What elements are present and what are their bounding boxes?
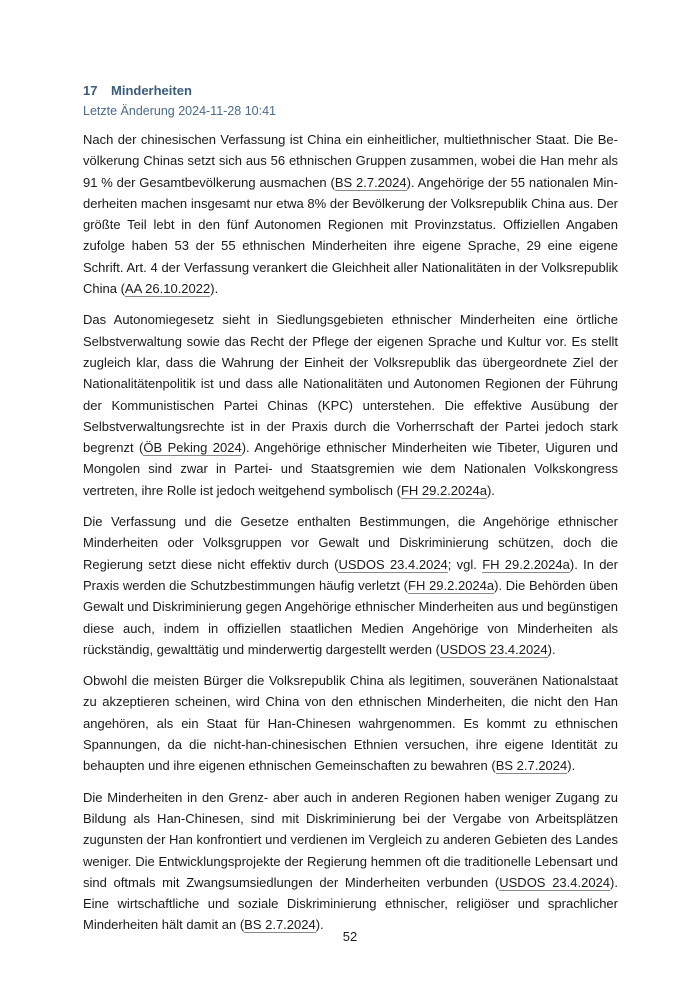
paragraph-text: ). (567, 758, 576, 774)
citation-link[interactable]: AA 26.10.2022 (124, 281, 211, 297)
citation-link[interactable]: USDOS 23.4.2024 (439, 641, 548, 657)
paragraph-text: ). Eine wirtschaftliche und soziale Diskriminierung ethnischer, religiöser und sprachlicher Minderheiten hält damit an ( (83, 874, 618, 933)
citation-link[interactable]: FH 29.2.2024a (408, 577, 495, 593)
paragraph-text: ). Angehörige der 55 nationalen Minderheiten machen insgesamt nur etwa 8% der Bevölkerung der Volksrepublik China aus. Der größte Teil lebt in den fünf Autonomen Regionen mit Provinzstatus. Offiziellen Angaben zufolge haben 53 der 55 ethnischen Minderheiten ihre eigene Sprache, 29 eine eigene Schrift. Art. 4 der Verfassung verankert die Gleichheit aller Nationalitäten in der Volksrepublik China ( (83, 174, 619, 297)
page-number: 52 (342, 929, 358, 944)
citation-link[interactable]: USDOS 23.4.2024 (499, 874, 611, 890)
paragraph-text: ). (210, 281, 219, 297)
citation-link[interactable]: FH 29.2.2024a (400, 482, 487, 498)
paragraph (83, 511, 618, 660)
citation-link[interactable]: BS 2.7.2024 (244, 917, 316, 933)
paragraph (83, 787, 618, 936)
citation-link[interactable]: USDOS 23.4.2024 (338, 556, 448, 572)
paragraph (83, 129, 618, 299)
paragraph-text: ). (547, 641, 556, 657)
paragraph-text: ). Angehörige ethnischer Minderheiten wie Tibeter, Uiguren und Mongolen sind zwar in Partei- und Staatsgremien wie dem Nationalen Volkskongress vertreten, ihre Rolle ist jedoch weitgehend symbolisch ( (83, 440, 618, 498)
paragraph-text: ). Die Behörden üben Gewalt und Diskriminierung gegen Angehörige ethnischer Minderheiten aus und begünstigen diese auch, indem in offiziellen staatlichen Medien Angehörige von Minderheiten als rückständig, gewalttätig und minderwertig dargestellt werden ( (83, 577, 618, 657)
paragraph-text: Das Autonomiegesetz sieht in Siedlungsgebieten ethnischer Minderheiten eine örtliche Selbstverwaltung sowie das Recht der Pflege der eigenen Sprache und Kultur vor. Es stellt zugleich klar, dass die Wahrung der Einheit der Volksrepublik das übergeordnete Ziel der Nationalitätenpolitik ist und dass alle Nationalitäten und Autonomen Regionen der Führung der Kommunistischen Partei Chinas (KPC) unterstehen. Die effektive Ausübung der Selbstverwaltungsrechte ist in der Praxis durch die Vorherrschaft der Partei jedoch stark begrenzt ( (83, 312, 618, 456)
section-body (83, 129, 618, 936)
paragraph-text: Die Minderheiten in den Grenz- aber auch in anderen Regionen haben weniger Zugang zu Bildung als Han-Chinesen, sind mit Diskriminierung bei der Vergabe von Arbeitsplätzen zugunsten der Han konfrontiert und verdienen im Vergleich zu anderen Gebieten des Landes weniger. Die Entwicklungsprojekte der Regierung hemmen oft die traditionelle Lebensart und sind oftmals mit Zwangsumsiedlungen der Minderheiten verbunden ( (83, 789, 618, 890)
section-number: 17 (83, 83, 98, 98)
citation-link[interactable]: ÖB Peking 2024 (143, 440, 242, 456)
section-title: Minderheiten (111, 83, 192, 98)
citation-link[interactable]: BS 2.7.2024 (495, 758, 568, 774)
document-page (83, 82, 618, 946)
paragraph (83, 670, 618, 776)
citation-link[interactable]: BS 2.7.2024 (334, 174, 407, 190)
paragraph-text: Nach der chinesischen Verfassung ist China ein einheitlicher, multiethnischer Staat. Die Bevölkerung Chinas setzt sich aus 56 ethnischen Gruppen zusammen, wobei die Han mehr als 91 % der Gesamtbevölkerung ausmachen ( (83, 132, 618, 190)
paragraph-text: ). (486, 482, 495, 498)
paragraph-text: Die Verfassung und die Gesetze enthalten Bestimmungen, die Angehörige ethnischer Minderheiten oder Volksgruppen vor Gewalt und Diskriminierung schützen, doch die Regierung setzt diese nicht effektiv durch ( (83, 514, 618, 572)
paragraph (83, 309, 618, 501)
paragraph-text: ). (315, 917, 324, 933)
section-heading (83, 82, 618, 100)
paragraph-text: Obwohl die meisten Bürger die Volksrepublik China als legitimen, souveränen Nationalstaat zu akzeptieren scheinen, wird China von den ethnischen Minderheiten, die nicht den Han angehören, als ein Staat für Han-Chinesen wahrgenommen. Es kommt zu ethnischen Spannungen, da die nicht-han-chinesischen Ethnien versuchen, ihre eigene Identität zu behaupten und ihre eigenen ethnischen Gemeinschaften zu bewahren ( (83, 673, 618, 774)
citation-link[interactable]: FH 29.2.2024a (482, 556, 570, 572)
paragraph-text: ; vgl. (447, 556, 483, 572)
paragraph-text: ). In der Praxis werden die Schutzbestimmungen häufig verletzt ( (83, 556, 618, 593)
last-change-date: Letzte Änderung 2024-11-28 10:41 (83, 104, 276, 118)
